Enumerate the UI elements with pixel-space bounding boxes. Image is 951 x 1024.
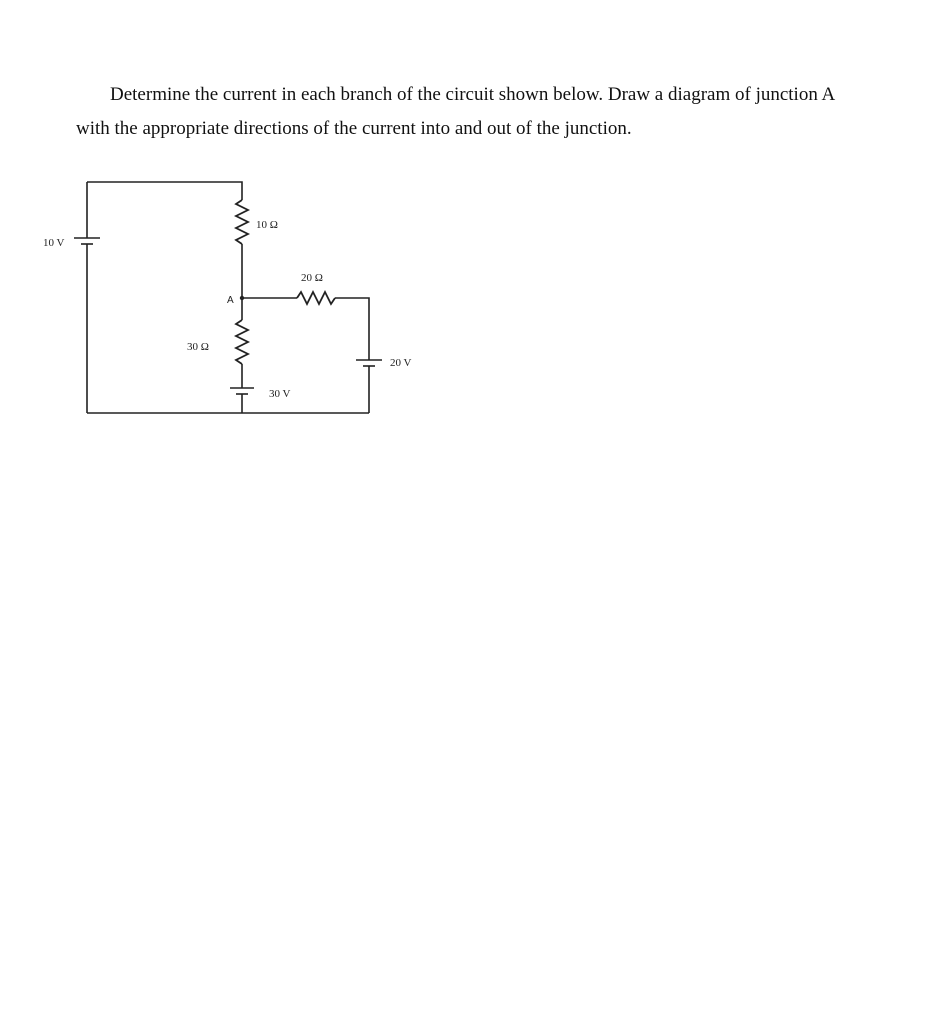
battery-left-label: 10 V [43, 237, 65, 249]
battery-right-label: 20 V [390, 357, 412, 369]
wire-top [87, 182, 242, 200]
resistor-right-label: 20 Ω [301, 272, 323, 284]
resistor-bottom-label: 30 Ω [187, 341, 209, 353]
resistor-20-ohm [297, 292, 335, 304]
resistor-30-ohm [236, 320, 248, 364]
wire-right-branch-top [335, 298, 369, 360]
problem-line-2: with the appropriate directions of the current into and out of the junction. [76, 118, 632, 139]
resistor-10-ohm [236, 200, 248, 244]
junction-a-label: A [227, 295, 234, 306]
resistor-top-label: 10 Ω [256, 219, 278, 231]
battery-bottom-label: 30 V [269, 388, 291, 400]
problem-line-1: Determine the current in each branch of the circuit shown below. Draw a diagram of junction A [110, 84, 836, 105]
